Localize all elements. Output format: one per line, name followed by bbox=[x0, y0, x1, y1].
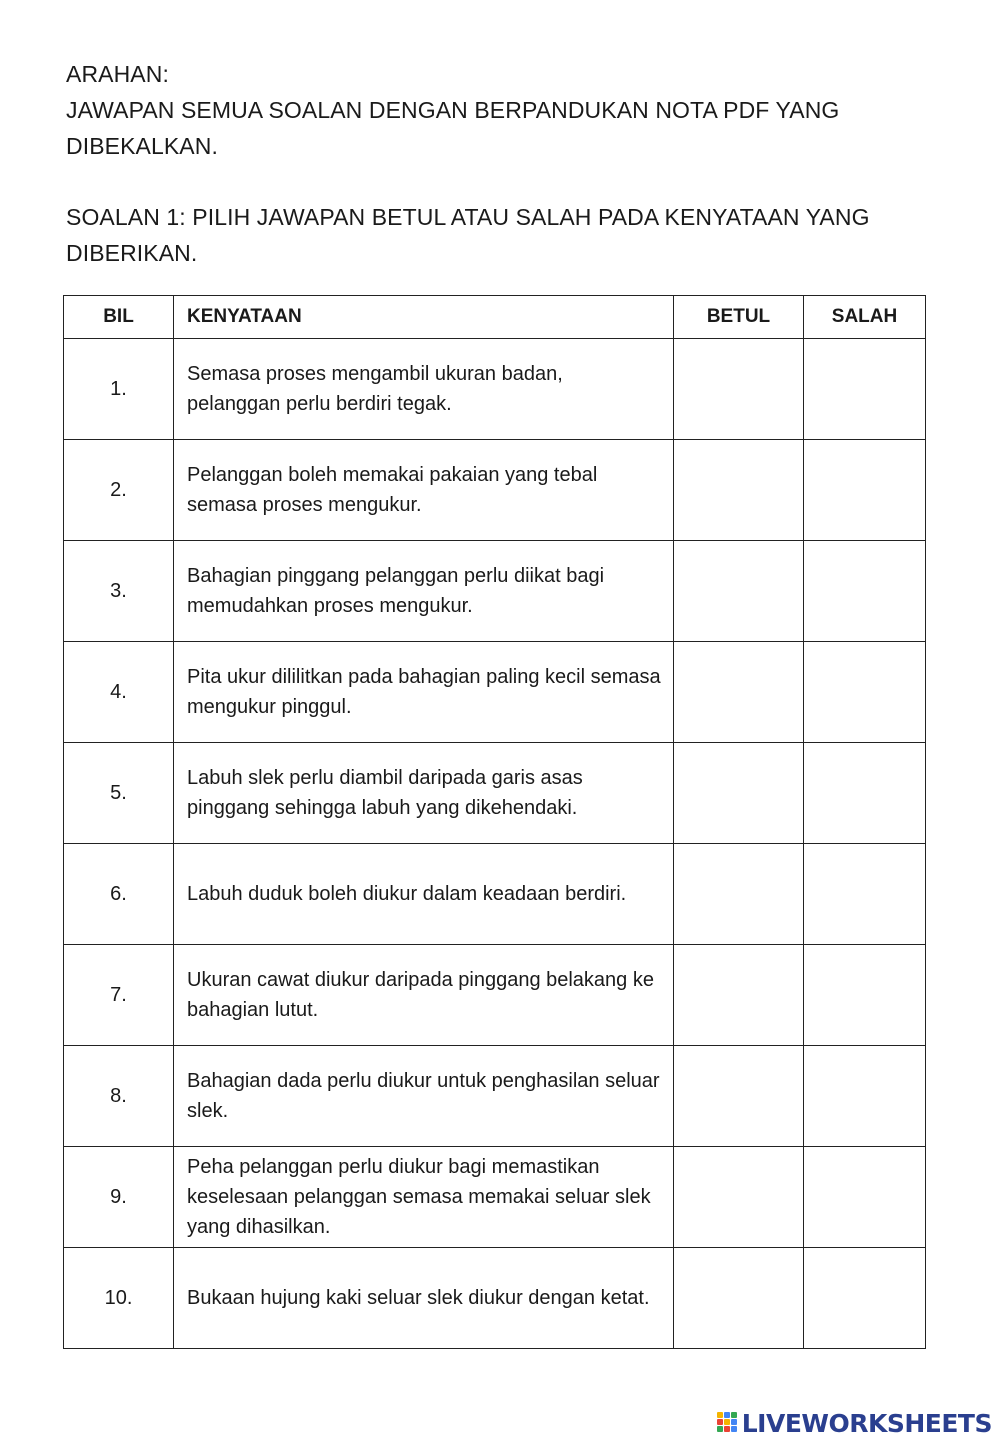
true-answer-cell[interactable] bbox=[674, 1046, 804, 1147]
row-number: 8. bbox=[64, 1046, 174, 1147]
true-answer-cell[interactable] bbox=[674, 743, 804, 844]
row-number: 5. bbox=[64, 743, 174, 844]
table-row bbox=[64, 844, 926, 945]
table-row bbox=[64, 743, 926, 844]
false-answer-cell[interactable] bbox=[804, 440, 926, 541]
table-row bbox=[64, 1147, 926, 1248]
row-statement: Labuh slek perlu diambil daripada garis asas pinggang sehingga labuh yang dikehendaki. bbox=[174, 743, 674, 844]
false-answer-cell[interactable] bbox=[804, 1248, 926, 1349]
true-answer-cell[interactable] bbox=[674, 440, 804, 541]
table-row bbox=[64, 541, 926, 642]
instructions bbox=[66, 56, 936, 271]
table-row bbox=[64, 642, 926, 743]
false-answer-cell[interactable] bbox=[804, 1046, 926, 1147]
instructions-body: JAWAPAN SEMUA SOALAN DENGAN BERPANDUKAN NOTA PDF YANG DIBEKALKAN. bbox=[66, 97, 840, 159]
question-title: SOALAN 1: PILIH JAWAPAN BETUL ATAU SALAH PADA KENYATAAN YANG DIBERIKAN. bbox=[66, 204, 870, 266]
row-statement: Semasa proses mengambil ukuran badan, pelanggan perlu berdiri tegak. bbox=[174, 339, 674, 440]
row-number: 7. bbox=[64, 945, 174, 1046]
true-answer-cell[interactable] bbox=[674, 1248, 804, 1349]
table-row bbox=[64, 440, 926, 541]
header-false: SALAH bbox=[804, 296, 926, 339]
false-answer-cell[interactable] bbox=[804, 844, 926, 945]
row-statement: Bukaan hujung kaki seluar slek diukur dengan ketat. bbox=[174, 1248, 674, 1349]
row-number: 3. bbox=[64, 541, 174, 642]
true-answer-cell[interactable] bbox=[674, 844, 804, 945]
row-statement: Pelanggan boleh memakai pakaian yang tebal semasa proses mengukur. bbox=[174, 440, 674, 541]
false-answer-cell[interactable] bbox=[804, 945, 926, 1046]
true-false-table bbox=[63, 295, 926, 1349]
row-statement: Bahagian pinggang pelanggan perlu diikat bagi memudahkan proses mengukur. bbox=[174, 541, 674, 642]
header-statement: KENYATAAN bbox=[174, 296, 674, 339]
row-statement: Ukuran cawat diukur daripada pinggang belakang ke bahagian lutut. bbox=[174, 945, 674, 1046]
true-answer-cell[interactable] bbox=[674, 541, 804, 642]
table-row bbox=[64, 1248, 926, 1349]
row-statement: Peha pelanggan perlu diukur bagi memastikan keselesaan pelanggan semasa memakai seluar slek yang dihasilkan. bbox=[174, 1147, 674, 1248]
row-number: 10. bbox=[64, 1248, 174, 1349]
true-answer-cell[interactable] bbox=[674, 339, 804, 440]
row-number: 9. bbox=[64, 1147, 174, 1248]
row-number: 4. bbox=[64, 642, 174, 743]
table-row bbox=[64, 1046, 926, 1147]
header-number: BIL bbox=[64, 296, 174, 339]
header-true: BETUL bbox=[674, 296, 804, 339]
true-answer-cell[interactable] bbox=[674, 1147, 804, 1248]
logo-grid-icon bbox=[717, 1412, 739, 1434]
false-answer-cell[interactable] bbox=[804, 642, 926, 743]
row-number: 6. bbox=[64, 844, 174, 945]
row-number: 2. bbox=[64, 440, 174, 541]
instructions-heading: ARAHAN: bbox=[66, 61, 169, 87]
table-row bbox=[64, 339, 926, 440]
false-answer-cell[interactable] bbox=[804, 743, 926, 844]
table-header-row bbox=[64, 296, 926, 339]
false-answer-cell[interactable] bbox=[804, 1147, 926, 1248]
true-answer-cell[interactable] bbox=[674, 945, 804, 1046]
false-answer-cell[interactable] bbox=[804, 541, 926, 642]
row-number: 1. bbox=[64, 339, 174, 440]
row-statement: Bahagian dada perlu diukur untuk penghasilan seluar slek. bbox=[174, 1046, 674, 1147]
true-answer-cell[interactable] bbox=[674, 642, 804, 743]
table-row bbox=[64, 945, 926, 1046]
logo-text: LIVEWORKSHEETS bbox=[741, 1408, 992, 1438]
liveworksheets-logo bbox=[717, 1410, 992, 1436]
false-answer-cell[interactable] bbox=[804, 339, 926, 440]
row-statement: Pita ukur dililitkan pada bahagian paling kecil semasa mengukur pinggul. bbox=[174, 642, 674, 743]
row-statement: Labuh duduk boleh diukur dalam keadaan berdiri. bbox=[174, 844, 674, 945]
